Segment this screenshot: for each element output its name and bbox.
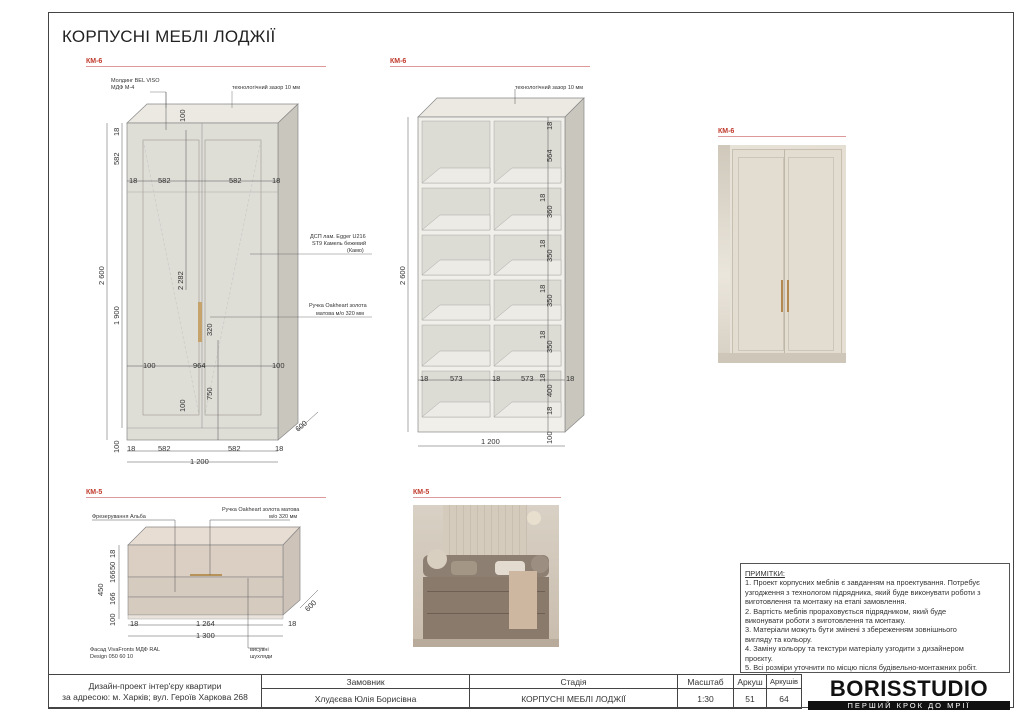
dim-350: 350 — [545, 340, 554, 353]
section-label-km6-inner: КМ-6 — [390, 58, 407, 65]
dim-height-2600: 2 600 — [97, 266, 106, 285]
dim-18: 18 — [129, 176, 138, 185]
dim-320: 320 — [205, 323, 214, 336]
stage-value: КОРПУСНІ МЕБЛІ ЛОДЖІЇ — [470, 689, 678, 709]
dim-18: 18 — [538, 284, 547, 293]
dim-750: 750 — [205, 387, 214, 400]
section-label-km6-photo: КМ-6 — [718, 128, 735, 135]
dim-18: 18 — [538, 330, 547, 339]
dim-166: 166 — [108, 570, 117, 583]
dim-18: 18 — [538, 239, 547, 248]
annotation-drawers-2: шухляди — [250, 654, 273, 660]
dim-1264: 1 264 — [196, 619, 215, 628]
notes-line: узгодження з технологом підрядника, який буде виконувати роботи з — [745, 587, 981, 597]
dim-18: 18 — [130, 619, 139, 628]
logo-name: BORISSTUDIO — [829, 676, 989, 701]
dim-18: 18 — [108, 549, 117, 558]
scale-label: Масштаб — [678, 675, 734, 689]
section-label-km5-drawing: КМ-5 — [86, 489, 103, 496]
dim-100: 100 — [143, 361, 156, 370]
dim-18: 18 — [545, 121, 554, 130]
dim-582: 582 — [228, 444, 241, 453]
dim-360: 360 — [545, 205, 554, 218]
annotation-gap-inner: технологічний зазор 10 мм — [515, 85, 584, 91]
notes-line: вигляду та кольору. — [745, 634, 813, 644]
notes-line: 3. Матеріали можуть бути змінені з збереженням зовнішнього — [745, 625, 957, 635]
annotation-gap: технологічний зазор 10 мм — [232, 85, 301, 91]
title-block — [48, 674, 802, 709]
title-project-cell — [49, 675, 262, 709]
notes-line: проєкту. — [745, 653, 773, 663]
notes-line: 1. Проект корпусних меблів є завданням на проектування. Потребує — [745, 578, 980, 588]
dim-400: 400 — [545, 384, 554, 397]
dim-582: 582 — [112, 152, 121, 165]
stage-label: Стадія — [470, 675, 678, 689]
section-label-km6-front: КМ-6 — [86, 58, 103, 65]
annotation-handle5-1: Ручка Oakheart золота матова — [222, 507, 300, 513]
annotation-drawers-1: висувні — [250, 647, 269, 653]
dim-2282: 2 282 — [176, 271, 185, 290]
annotation-facade-1: Фасад VivaFronts МДФ RAL — [90, 647, 161, 653]
dim-350: 350 — [545, 294, 554, 307]
dim-582: 582 — [158, 444, 171, 453]
dim-564: 564 — [545, 149, 554, 162]
dim-depth-600: 600 — [303, 598, 319, 614]
page-title: КОРПУСНІ МЕБЛІ ЛОДЖІЇ — [62, 27, 276, 46]
annotation-dsp-2: ST9 Камель бежевий — [312, 241, 367, 247]
notes-line: 4. Заміну кольору та текстури матеріалу узгодити з дизайнером — [745, 644, 964, 654]
dim-18-top: 18 — [112, 127, 121, 136]
notes-heading: ПРИМІТКИ: — [745, 569, 785, 578]
dim-depth-600: 600 — [293, 418, 309, 434]
dim-18: 18 — [538, 193, 547, 202]
sheet-number: 51 — [734, 689, 767, 709]
dim-50: 50 — [108, 561, 117, 570]
dim-width-1300: 1 300 — [196, 631, 215, 640]
logo-tagline: ПЕРШИЙ КРОК ДО МРІЇ — [808, 701, 1010, 710]
annotation-molding: Молдинг BEL VISO — [111, 78, 160, 84]
dim-100-top: 100 — [178, 109, 187, 122]
km5-bench-photo — [413, 505, 559, 647]
dim-18: 18 — [566, 374, 575, 383]
title-project-line-1: Дизайн-проект інтер'єру квартири — [88, 680, 222, 691]
dim-18: 18 — [545, 406, 554, 415]
sheet-label: Аркуш — [734, 675, 767, 689]
section-label-km5-photo: КМ-5 — [413, 489, 430, 496]
scale-value: 1:30 — [678, 689, 734, 709]
dim-18: 18 — [275, 444, 284, 453]
dim-100-bottom: 100 — [112, 440, 121, 453]
annotation-milling: Фрезерування Альба — [92, 514, 146, 520]
sheets-label: Аркушів — [767, 675, 802, 689]
dim-100: 100 — [545, 431, 554, 444]
dim-582: 582 — [158, 176, 171, 185]
dim-18: 18 — [492, 374, 501, 383]
dim-573: 573 — [521, 374, 534, 383]
dim-582: 582 — [229, 176, 242, 185]
annotation-facade-2: Design 050 60 10 — [90, 654, 134, 660]
client-name: Хлудєєва Юлія Борисівна — [262, 689, 470, 709]
client-label: Замовник — [262, 675, 470, 689]
dim-18: 18 — [272, 176, 281, 185]
sheets-total: 64 — [767, 689, 802, 709]
notes-line: 2. Вартість меблів прораховується підрядником, який буде — [745, 606, 947, 616]
annotation-dsp-3: (Камо) — [347, 248, 364, 254]
dim-166: 166 — [108, 592, 117, 605]
title-project-line-2: за адресою: м. Харків; вул. Героїв Харкова 268 — [62, 691, 248, 702]
dim-width-1200: 1 200 — [190, 457, 209, 466]
notes-line: виготовлення та монтажу на етапі замовлення. — [745, 597, 907, 607]
dim-100: 100 — [108, 613, 117, 626]
annotation-dsp-1: ДСП лам. Egger U216 — [310, 234, 366, 240]
dim-573: 573 — [450, 374, 463, 383]
dim-18: 18 — [538, 373, 547, 382]
notes-line: виконувати роботи з виготовлення та монтажу. — [745, 616, 906, 626]
dim-18: 18 — [127, 444, 136, 453]
dim-width-1200: 1 200 — [481, 437, 500, 446]
annotation-handle5-2: м/о 320 мм — [269, 514, 298, 520]
dim-964: 964 — [193, 361, 206, 370]
annotation-mdf: МДФ М-4 — [111, 85, 135, 91]
dim-18: 18 — [420, 374, 429, 383]
annotation-handle-1: Ручка Oakheart золота — [309, 303, 367, 309]
notes-frame — [740, 563, 1010, 673]
dim-100: 100 — [272, 361, 285, 370]
dim-1900: 1 900 — [112, 306, 121, 325]
annotation-handle-2: матова м/о 320 мм — [316, 311, 364, 317]
dim-height-2600: 2 600 — [398, 266, 407, 285]
company-logo — [808, 676, 1010, 710]
dim-100: 100 — [178, 399, 187, 412]
notes-line: 5. Всі розміри уточнити по місцю після будівельно-монтажних робіт. — [745, 663, 978, 673]
dim-450: 450 — [96, 583, 105, 596]
dim-18: 18 — [288, 619, 297, 628]
dim-350: 350 — [545, 249, 554, 262]
